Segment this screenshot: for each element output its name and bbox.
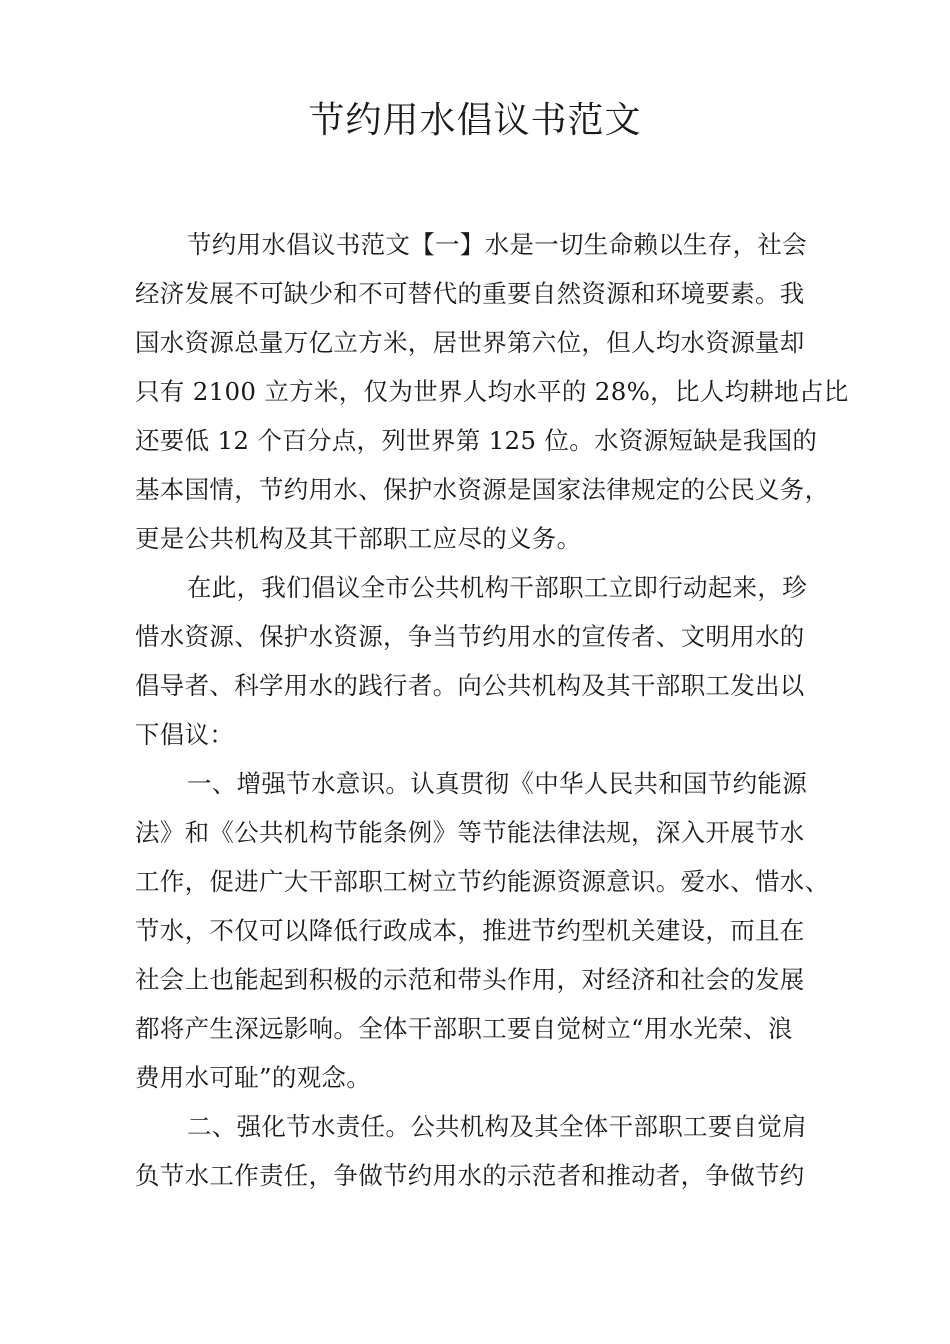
paragraph-4-line-1: 二、强化节水责任。公共机构及其全体干部职工要自觉肩 bbox=[187, 1112, 807, 1141]
paragraph-2-line-3: 倡导者、科学用水的践行者。向公共机构及其干部职工发出以 bbox=[135, 671, 805, 700]
page-title: 节约用水倡议书范文 bbox=[308, 100, 642, 141]
paragraph-3-line-3: 工作，促进广大干部职工树立节约能源资源意识。爱水、惜水、 bbox=[135, 867, 830, 896]
paragraph-2-line-4: 下倡议： bbox=[135, 720, 235, 749]
paragraph-1-line-6: 基本国情，节约用水、保护水资源是国家法律规定的公民义务， bbox=[135, 475, 830, 504]
paragraph-1-line-1: 节约用水倡议书范文【一】水是一切生命赖以生存，社会 bbox=[187, 230, 807, 259]
paragraph-1-line-5: 还要低 12 个百分点，列世界第 125 位。水资源短缺是我国的 bbox=[135, 426, 818, 455]
paragraph-1-line-4: 只有 2100 立方米，仅为世界人均水平的 28%，比人均耕地占比 bbox=[135, 377, 849, 406]
paragraph-1-line-7: 更是公共机构及其干部职工应尽的义务。 bbox=[135, 524, 582, 553]
paragraph-3-line-2: 法》和《公共机构节能条例》等节能法律法规，深入开展节水 bbox=[135, 818, 805, 847]
paragraph-3-line-6: 都将产生深远影响。全体干部职工要自觉树立“用水光荣、浪 bbox=[135, 1014, 793, 1043]
paragraph-1-line-2: 经济发展不可缺少和不可替代的重要自然资源和环境要素。我 bbox=[135, 279, 805, 308]
paragraph-2-line-2: 惜水资源、保护水资源，争当节约用水的宣传者、文明用水的 bbox=[135, 622, 805, 651]
paragraph-3-line-7: 费用水可耻”的观念。 bbox=[135, 1063, 372, 1092]
paragraph-3-line-1: 一、增强节水意识。认真贯彻《中华人民共和国节约能源 bbox=[187, 769, 807, 798]
document-body bbox=[135, 220, 849, 1200]
paragraph-1-line-3: 国水资源总量万亿立方米，居世界第六位，但人均水资源量却 bbox=[135, 328, 805, 357]
paragraph-3-line-4: 节水，不仅可以降低行政成本，推进节约型机关建设，而且在 bbox=[135, 916, 805, 945]
paragraph-4-line-2: 负节水工作责任，争做节约用水的示范者和推动者，争做节约 bbox=[135, 1161, 805, 1190]
paragraph-2-line-1: 在此，我们倡议全市公共机构干部职工立即行动起来，珍 bbox=[187, 573, 807, 602]
paragraph-3-line-5: 社会上也能起到积极的示范和带头作用，对经济和社会的发展 bbox=[135, 965, 805, 994]
